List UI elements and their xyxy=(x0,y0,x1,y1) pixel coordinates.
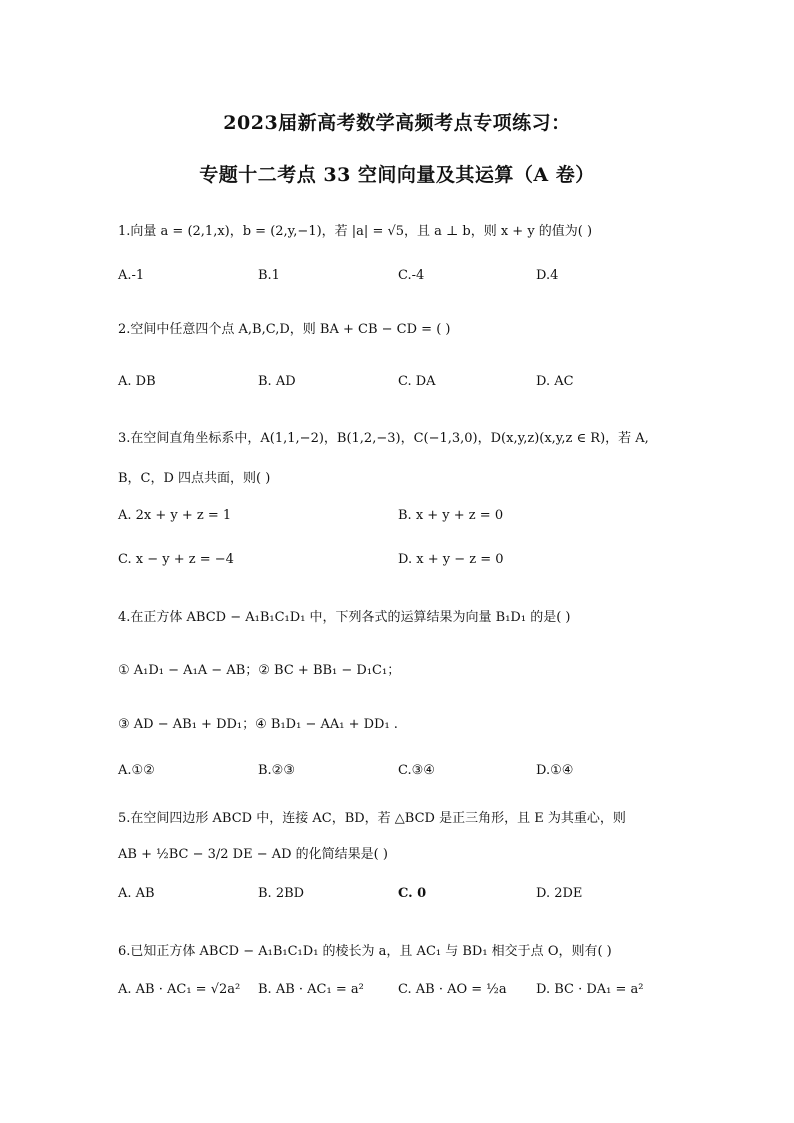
question-4-stem: 4.在正方体 ABCD − A₁B₁C₁D₁ 中，下列各式的运算结果为向量 B₁D₁ 的是( ) xyxy=(118,610,571,625)
q3-option-d[interactable]: D. x + y − z = 0 xyxy=(398,552,504,567)
q2-option-b[interactable]: B. AD xyxy=(258,374,296,389)
q4-option-d[interactable]: D.①④ xyxy=(536,763,574,778)
question-2-stem: 2.空间中任意四个点 A,B,C,D，则 BA + CB − CD = ( ) xyxy=(118,322,451,337)
q2-option-d[interactable]: D. AC xyxy=(536,374,574,389)
question-1-stem: 1.向量 a = (2,1,x)，b = (2,y,−1)，若 |a| = √5，且 a ⊥ b，则 x + y 的值为( ) xyxy=(118,224,593,239)
question-3-stem-line1: 3.在空间直角坐标系中，A(1,1,−2)，B(1,2,−3)，C(−1,3,0)，D(x,y,z)(x,y,z ∈ R)，若 A, xyxy=(118,431,649,446)
q4-option-b[interactable]: B.②③ xyxy=(258,763,295,778)
q6-option-c[interactable]: C. AB · AO = ½a xyxy=(398,982,507,997)
q5-option-c[interactable]: C. 0 xyxy=(398,886,427,901)
q2-option-c[interactable]: C. DA xyxy=(398,374,436,389)
question-4-items-line1: ① A₁D₁ − A₁A − AB；② BC + BB₁ − D₁C₁； xyxy=(118,663,401,678)
q1-option-b[interactable]: B.1 xyxy=(258,268,280,283)
question-6-stem: 6.已知正方体 ABCD − A₁B₁C₁D₁ 的棱长为 a，且 AC₁ 与 BD₁ 相交于点 O，则有( ) xyxy=(118,944,612,959)
question-5-stem-line1: 5.在空间四边形 ABCD 中，连接 AC，BD，若 △BCD 是正三角形，且 E 为其重心，则 xyxy=(118,811,626,826)
q1-option-d[interactable]: D.4 xyxy=(536,268,559,283)
paper-title: 2023届新高考数学高频考点专项练习： xyxy=(223,112,571,134)
q2-option-a[interactable]: A. DB xyxy=(118,374,156,389)
q4-option-a[interactable]: A.①② xyxy=(118,763,155,778)
q4-option-c[interactable]: C.③④ xyxy=(398,763,435,778)
q6-option-a[interactable]: A. AB · AC₁ = √2a² xyxy=(118,982,241,997)
q1-option-a[interactable]: A.-1 xyxy=(118,268,145,283)
q5-option-a[interactable]: A. AB xyxy=(118,886,155,901)
question-3-stem-line2: B，C，D 四点共面，则( ) xyxy=(118,471,271,486)
q3-option-a[interactable]: A. 2x + y + z = 1 xyxy=(118,508,232,523)
question-4-items-line2: ③ AD − AB₁ + DD₁；④ B₁D₁ − AA₁ + DD₁ . xyxy=(118,717,398,732)
q3-option-b[interactable]: B. x + y + z = 0 xyxy=(398,508,504,523)
q5-option-b[interactable]: B. 2BD xyxy=(258,886,305,901)
q3-option-c[interactable]: C. x − y + z = −4 xyxy=(118,552,234,567)
paper-subtitle: 专题十二考点 33 空间向量及其运算（A 卷） xyxy=(199,164,595,186)
q6-option-d[interactable]: D. BC · DA₁ = a² xyxy=(536,982,644,997)
question-5-stem-line2: AB + ½BC − 3/2 DE − AD 的化简结果是( ) xyxy=(118,847,388,862)
q5-option-d[interactable]: D. 2DE xyxy=(536,886,583,901)
q6-option-b[interactable]: B. AB · AC₁ = a² xyxy=(258,982,364,997)
q1-option-c[interactable]: C.-4 xyxy=(398,268,425,283)
